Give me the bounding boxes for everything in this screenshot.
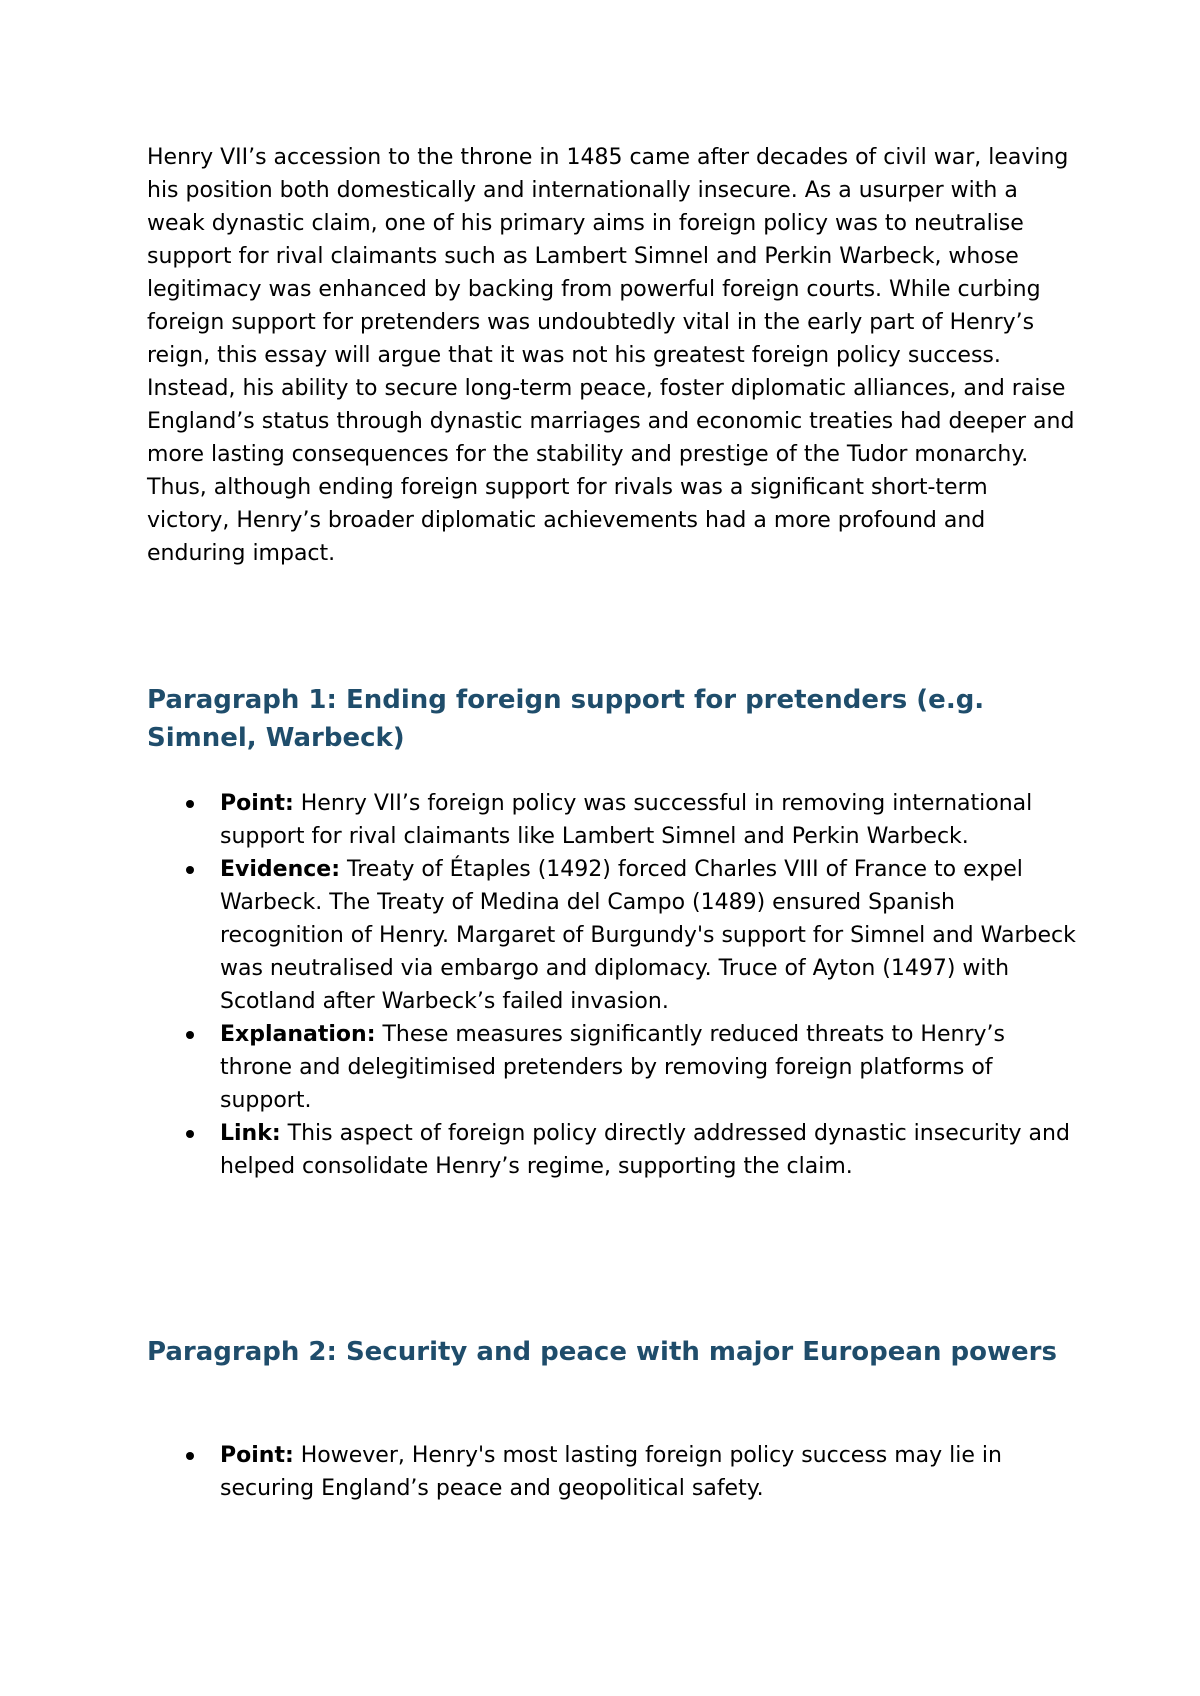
bullet-icon [186,800,194,808]
paragraph-1-heading: Paragraph 1: Ending foreign support for pretenders (e.g. Simnel, Warbeck) [147,685,985,753]
intro-paragraph: Henry VII’s accession to the throne in 1485 came after decades of civil war, leaving his position both domestically and internationally insecure. As a usurper with a weak dynastic claim, one of his primary aims in foreign policy was to neutralise support for rival claimants such as Lambert Simnel and Perkin Warbeck, whose legitimacy was enhanced by backing from powerful foreign courts. While curbing foreign support for pretenders was undoubtedly vital in the early part of Henry’s reign, this essay will argue that it was not his greatest foreign policy success. Instead, his ability to secure long-term peace, foster diplomatic alliances, and raise England’s status through dynastic marriages and economic treaties had deeper and more lasting consequences for the stability and prestige of the Tudor monarchy. Thus, although ending foreign support for rivals was a significant short-term victory, Henry’s broader diplomatic achievements had a more profound and enduring impact. [147,145,1075,566]
item-text: However, Henry's most lasting foreign policy success may lie in securing England’s peace and geopolitical safety. [220,1443,1002,1501]
list-item [220,787,1077,853]
item-label: Point: [220,1443,294,1468]
paragraph-1-list [147,787,1077,1183]
item-label: Link: [220,1121,281,1146]
item-label: Explanation: [220,1022,376,1047]
item-label: Evidence: [220,857,341,882]
list-item [220,853,1077,1018]
paragraph-2-heading: Paragraph 2: Security and peace with major European powers [147,1337,1057,1367]
list-item [220,1117,1077,1183]
bullet-icon [186,1452,194,1460]
bullet-icon [186,866,194,874]
item-text: Treaty of Étaples (1492) forced Charles VIII of France to expel Warbeck. The Treaty of Medina del Campo (1489) ensured Spanish recognition of Henry. Margaret of Burgundy's support for Simnel and Warbeck was neutralised via embargo and diplomacy. Truce of Ayton (1497) with Scotland after Warbeck’s failed invasion. [220,857,1076,1014]
item-text: This aspect of foreign policy directly addressed dynastic insecurity and helped consolidate Henry’s regime, supporting the claim. [220,1121,1070,1179]
bullet-icon [186,1031,194,1039]
item-text: These measures significantly reduced threats to Henry’s throne and delegitimised pretenders by removing foreign platforms of support. [220,1022,1005,1113]
paragraph-2-list [147,1439,1077,1505]
bullet-icon [186,1130,194,1138]
item-label: Point: [220,791,294,816]
item-text: Henry VII’s foreign policy was successful in removing international support for rival claimants like Lambert Simnel and Perkin Warbeck. [220,791,1033,849]
list-item [220,1018,1077,1117]
list-item [220,1439,1077,1505]
